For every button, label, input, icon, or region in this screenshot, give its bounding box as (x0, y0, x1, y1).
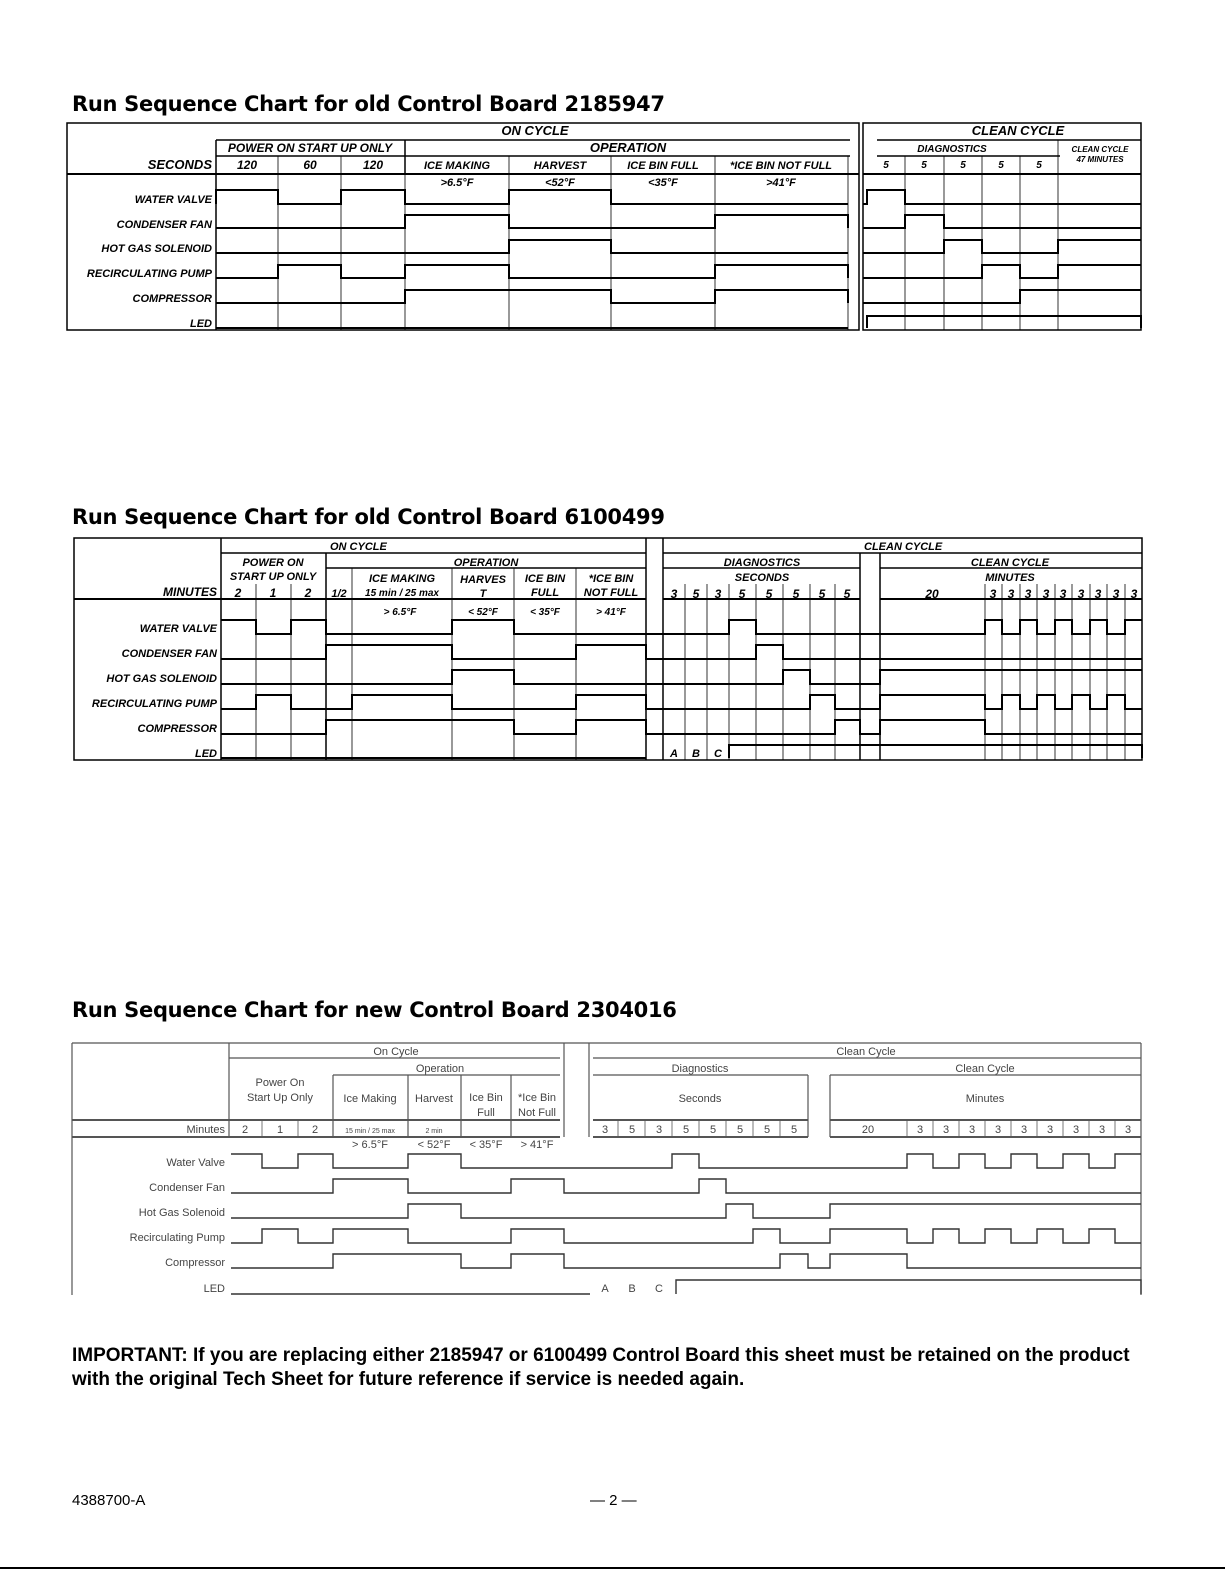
chart1-hot-gas-solenoid-trace (216, 240, 848, 253)
chart2-diagnostic-value: 5 (843, 587, 851, 601)
chart2-operation-label: OPERATION (453, 557, 519, 569)
chart1-operation-column: ICE BIN FULL (627, 160, 699, 172)
chart1-duration: 60 (303, 158, 317, 172)
chart3-ice-bin-full-label: Full (477, 1107, 495, 1119)
chart3-clean-minute: 3 (1020, 1124, 1028, 1136)
chart1-row-label: CONDENSER FAN (116, 219, 212, 231)
chart3-operation-label: Operation (415, 1063, 465, 1075)
chart3-row-label: Hot Gas Solenoid (138, 1207, 225, 1219)
chart3-led-code: B (628, 1283, 636, 1295)
chart1-clean-cycle-minutes: 47 MINUTES (1076, 155, 1124, 164)
chart2-sequence-chart (0, 535, 1225, 765)
chart2-ice-making-label: ICE MAKING (369, 573, 435, 585)
chart2-diagnostic-value: 3 (670, 587, 678, 601)
chart2-row-label: RECIRCULATING PUMP (91, 698, 217, 710)
chart2-clean-minute: 3 (1007, 587, 1015, 601)
chart3-clean-minute: 3 (1098, 1124, 1106, 1136)
chart1-operation-column: *ICE BIN NOT FULL (729, 160, 833, 172)
chart3-water-valve-trace (231, 1154, 1141, 1168)
chart2-row-label: HOT GAS SOLENOID (106, 673, 217, 685)
chart2-clean-cycle-label: CLEAN CYCLE (864, 541, 943, 553)
chart1-clean-led-trace (867, 316, 1141, 328)
chart3-power-on-label: Start Up Only (246, 1092, 314, 1104)
chart2-water-valve-trace (221, 620, 1142, 634)
chart1-title: Run Sequence Chart for old Control Board 2185947 (72, 92, 665, 116)
chart1-power-on-label: POWER ON START UP ONLY (227, 141, 393, 155)
chart1-clean-condenser-fan-trace (863, 215, 1141, 228)
chart2-row-label: LED (195, 748, 217, 760)
chart3-duration: 2 (241, 1124, 249, 1136)
chart1-row-label: COMPRESSOR (132, 293, 212, 305)
chart1-row-label: RECIRCULATING PUMP (86, 268, 212, 280)
chart3-duration: 1 (276, 1124, 284, 1136)
chart2-row-label: CONDENSER FAN (121, 648, 217, 660)
chart2-temperature: > 6.5°F (383, 607, 417, 618)
chart2-clean-led-trace (729, 745, 1142, 758)
chart2-clean-minute: 3 (1112, 587, 1120, 601)
chart1-row-label: HOT GAS SOLENOID (101, 243, 212, 255)
chart1-diagnostic-value: 5 (883, 160, 889, 171)
chart2-ice-bin-full-label: ICE BIN (524, 573, 566, 585)
chart1-temperature: <52°F (545, 177, 575, 189)
chart3-temperature: < 52°F (417, 1139, 451, 1151)
chart3-temperature: > 6.5°F (352, 1139, 388, 1151)
chart2-temperature: > 41°F (596, 607, 626, 618)
chart2-ice-bin-not-full-label: NOT FULL (583, 587, 639, 599)
chart2-clean-minute: 3 (1077, 587, 1085, 601)
chart2-row-label: WATER VALVE (139, 623, 217, 635)
chart1-duration: 120 (362, 158, 384, 172)
chart3-power-on-label: Power On (255, 1077, 305, 1089)
chart1-temperature: >6.5°F (440, 177, 474, 189)
chart3-temperature: < 35°F (469, 1139, 503, 1151)
chart1-condenser-fan-trace (216, 215, 848, 228)
chart2-diagnostic-value: 5 (738, 587, 746, 601)
chart3-clean-cycle-label: Clean Cycle (836, 1046, 896, 1058)
chart1-clean-cycle-sub-label: CLEAN CYCLE (1071, 145, 1129, 154)
chart2-duration: 2 (234, 586, 242, 600)
chart3-sequence-chart (0, 1040, 1225, 1300)
chart2-duration: 2 (304, 586, 312, 600)
chart1-clean-cycle-label: CLEAN CYCLE (971, 123, 1065, 138)
chart2-ice-bin-full-label: FULL (530, 587, 560, 599)
chart2-unit-label: MINUTES (163, 585, 217, 599)
chart3-row-label: LED (203, 1283, 225, 1295)
chart2-diagnostic-value: 3 (714, 587, 722, 601)
chart3-clean-minute: 3 (916, 1124, 924, 1136)
chart1-diagnostics-label: DIAGNOSTICS (917, 144, 987, 155)
chart3-diagnostic-value: 5 (709, 1124, 717, 1136)
chart2-clean-minute: 3 (1130, 587, 1138, 601)
chart1-row-label: LED (190, 318, 212, 330)
chart2-row-label: COMPRESSOR (137, 723, 217, 735)
chart3-ice-bin-full-label: Ice Bin (469, 1092, 503, 1104)
chart1-duration: 120 (236, 158, 258, 172)
chart1-operation-column: ICE MAKING (424, 160, 490, 172)
chart3-clean-minute: 3 (994, 1124, 1002, 1136)
chart1-diagnostic-value: 5 (1036, 160, 1042, 171)
chart3-diagnostic-value: 5 (790, 1124, 798, 1136)
chart2-temperature: < 52°F (468, 607, 498, 618)
chart2-duration: 1/2 (331, 588, 347, 600)
chart1-row-label: WATER VALVE (134, 194, 212, 206)
bottom-rule (0, 1567, 1225, 1569)
document-number: 4388700-A (72, 1492, 146, 1509)
chart3-on-cycle-label: On Cycle (373, 1046, 419, 1058)
chart1-temperature: >41°F (766, 177, 796, 189)
chart3-condenser-fan-trace (231, 1179, 1141, 1193)
chart3-title: Run Sequence Chart for new Control Board 2304016 (72, 998, 677, 1022)
chart3-led-code: A (601, 1283, 609, 1295)
chart1-water-valve-trace (216, 190, 848, 204)
chart2-diagnostic-value: 5 (818, 587, 826, 601)
chart2-power-on-label: POWER ON (242, 557, 304, 569)
chart1-sequence-chart (0, 120, 1225, 335)
chart2-clean-cycle-sub-label: CLEAN CYCLE (970, 557, 1050, 569)
chart3-diagnostic-value: 5 (682, 1124, 690, 1136)
chart2-seconds-label: SECONDS (734, 572, 790, 584)
chart2-ice-bin-not-full-label: *ICE BIN (588, 573, 634, 585)
chart3-ice-bin-not-full-label: *Ice Bin (518, 1092, 556, 1104)
chart3-clean-minute: 3 (1046, 1124, 1054, 1136)
chart3-row-label: Recirculating Pump (129, 1232, 225, 1244)
chart2-clean-value: 20 (925, 587, 939, 601)
chart3-clean-minute: 3 (942, 1124, 950, 1136)
chart3-compressor-trace (231, 1254, 1141, 1268)
chart1-diagnostic-value: 5 (960, 160, 966, 171)
chart3-clean-value: 20 (861, 1124, 875, 1136)
chart2-condenser-fan-trace (221, 645, 1142, 659)
chart2-clean-minute: 3 (1024, 587, 1032, 601)
chart2-power-on-label: START UP ONLY (229, 571, 317, 583)
chart3-diagnostic-value: 3 (601, 1124, 609, 1136)
chart2-diagnostic-value: 5 (692, 587, 700, 601)
chart3-harvest-label: Harvest (415, 1093, 453, 1105)
chart2-led-code: B (692, 748, 700, 760)
chart2-led-code: C (714, 748, 722, 760)
chart2-clean-minute: 3 (1042, 587, 1050, 601)
chart2-temperature: < 35°F (530, 607, 560, 618)
chart3-clean-minute: 3 (968, 1124, 976, 1136)
chart1-diagnostic-value: 5 (998, 160, 1004, 171)
chart3-ice-making-label: Ice Making (343, 1093, 397, 1105)
chart3-harvest-time: 2 min (425, 1128, 443, 1135)
chart2-recirculating-pump-trace (221, 695, 1142, 709)
chart2-clean-minute: 3 (1094, 587, 1102, 601)
chart2-clean-minute: 3 (1059, 587, 1067, 601)
important-note: IMPORTANT: If you are replacing either 2185947 or 6100499 Control Board this sheet must be retained on the product with the original Tech Sheet for future reference if service is needed again. (72, 1345, 1130, 1390)
chart1-temperature: <35°F (648, 177, 678, 189)
chart3-diagnostic-value: 5 (628, 1124, 636, 1136)
chart2-diagnostic-value: 5 (792, 587, 800, 601)
chart1-on-cycle-label: ON CYCLE (501, 123, 569, 138)
chart2-on-cycle-label: ON CYCLE (330, 541, 387, 553)
chart3-clean-cycle-sub-label: Clean Cycle (955, 1063, 1015, 1075)
chart1-operation-label: OPERATION (589, 140, 667, 155)
chart3-ice-bin-not-full-label: Not Full (518, 1107, 556, 1119)
chart2-title: Run Sequence Chart for old Control Board 6100499 (72, 505, 665, 529)
chart1-recirculating-pump-trace (216, 265, 848, 278)
chart3-row-label: Water Valve (166, 1157, 225, 1169)
chart3-clean-minute: 3 (1124, 1124, 1132, 1136)
page-number: — 2 — (590, 1492, 637, 1509)
chart2-hot-gas-solenoid-trace (221, 670, 1142, 684)
chart1-unit-label: SECONDS (147, 157, 212, 172)
chart3-diagnostic-value: 3 (655, 1124, 663, 1136)
chart3-diagnostics-label: Diagnostics (671, 1063, 729, 1075)
chart3-temperature: > 41°F (520, 1139, 554, 1151)
chart3-diagnostic-value: 5 (736, 1124, 744, 1136)
chart2-compressor-trace (221, 720, 1142, 734)
chart3-unit-label: Minutes (186, 1124, 225, 1136)
chart1-operation-column: HARVEST (533, 160, 587, 172)
chart2-ice-making-time: 15 min / 25 max (365, 588, 439, 599)
chart2-diagnostics-label: DIAGNOSTICS (723, 557, 801, 569)
chart3-seconds-label: Seconds (678, 1093, 722, 1105)
chart3-clean-led-trace (676, 1280, 1141, 1294)
chart3-led-code: C (655, 1283, 663, 1295)
chart1-diagnostic-value: 5 (921, 160, 927, 171)
chart2-minutes-label: MINUTES (985, 572, 1035, 584)
chart3-ice-making-time: 15 min / 25 max (345, 1128, 395, 1135)
chart3-row-label: Condenser Fan (149, 1182, 225, 1194)
chart2-harvest-label: HARVES (460, 574, 506, 586)
chart2-duration: 1 (269, 586, 277, 600)
chart3-duration: 2 (311, 1124, 319, 1136)
chart3-clean-minute: 3 (1072, 1124, 1080, 1136)
chart3-diagnostic-value: 5 (763, 1124, 771, 1136)
chart1-clean-water-valve-trace (863, 190, 1141, 204)
chart2-led-code: A (670, 748, 678, 760)
chart2-clean-minute: 3 (989, 587, 997, 601)
chart3-minutes-label: Minutes (965, 1093, 1005, 1105)
chart3-hot-gas-solenoid-trace (231, 1204, 1141, 1218)
chart3-row-label: Compressor (165, 1257, 225, 1269)
chart3-recirculating-pump-trace (231, 1229, 1141, 1243)
chart2-harvest-label: T (479, 588, 487, 600)
chart1-compressor-trace (216, 290, 848, 303)
chart2-diagnostic-value: 5 (765, 587, 773, 601)
